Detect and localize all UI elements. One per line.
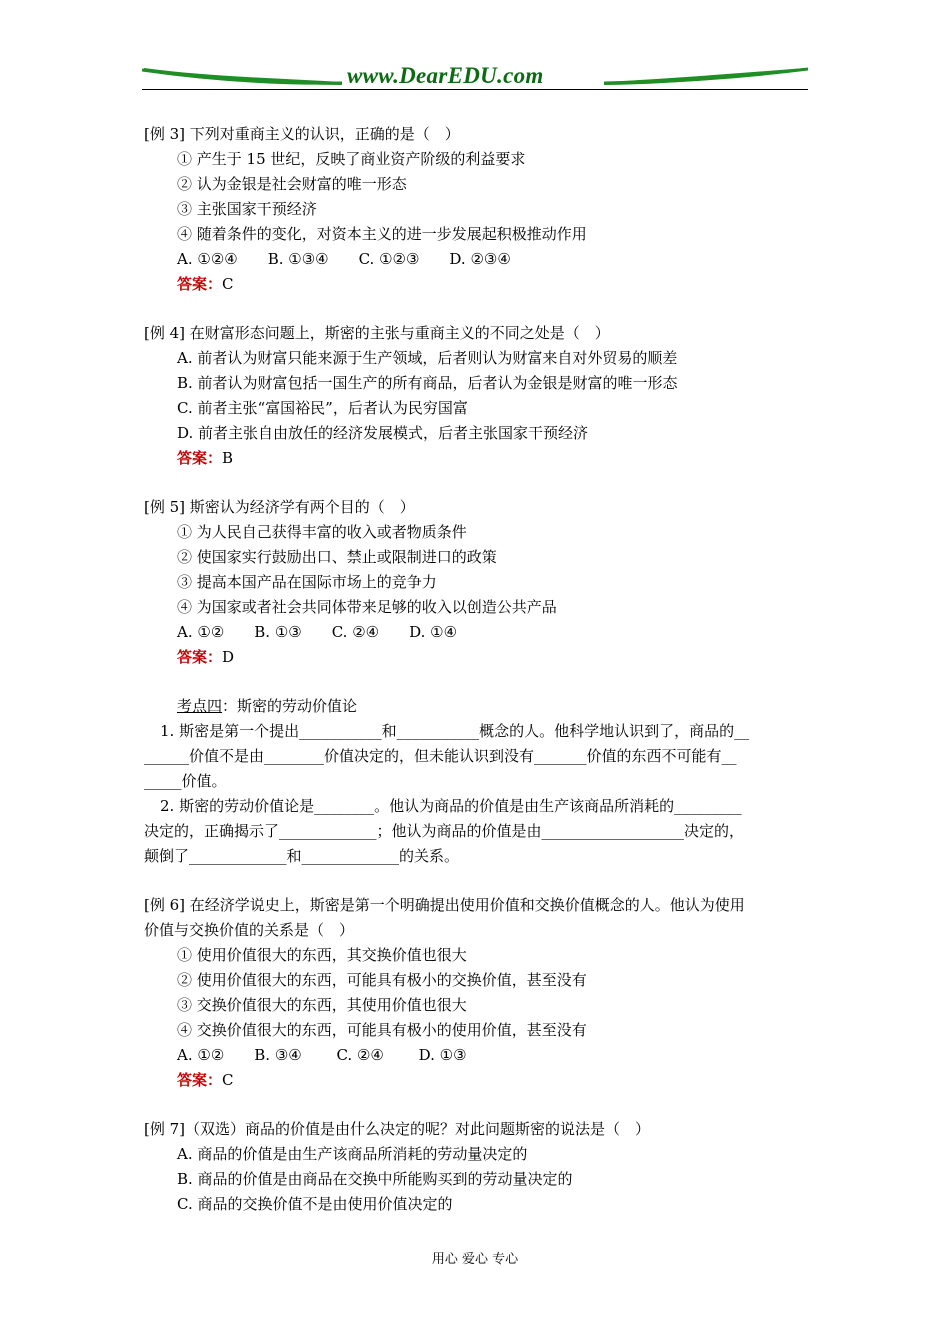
fill-blank-q2-line: 2. 斯密的劳动价值论是________。他认为商品的价值是由生产该商品所消耗的_________: [160, 797, 742, 815]
example-4-option: B. 前者认为财富包括一国生产的所有商品，后者认为金银是财富的唯一形态: [177, 374, 678, 392]
example-6-answer: [144, 1068, 810, 1093]
example-3-item: ② 认为金银是社会财富的唯一形态: [177, 175, 407, 193]
answer-label: 答案：: [177, 449, 223, 467]
example-5-stem: [例 5] 斯密认为经济学有两个目的（ ）: [144, 498, 415, 516]
example-6-stem: 价值与交换价值的关系是（ ）: [144, 921, 355, 939]
example-4-option: D. 前者主张自由放任的经济发展模式，后者主张国家干预经济: [177, 424, 589, 442]
example-6-options: A. ①② B. ③④ C. ②④ D. ①③: [177, 1046, 467, 1064]
example-3-options: A. ①②④ B. ①③④ C. ①②③ D. ②③④: [177, 250, 511, 268]
site-logo[interactable]: www.DearEDU.com: [347, 63, 544, 88]
section-heading: [144, 694, 810, 719]
example-7-stem: [例 7]（双选）商品的价值是由什么决定的呢？对此问题斯密的说法是（ ）: [144, 1120, 651, 1138]
example-7-option: A. 商品的价值是由生产该商品所消耗的劳动量决定的: [177, 1145, 528, 1163]
example-4-option: A. 前者认为财富只能来源于生产领域，后者则认为财富来自对外贸易的顺差: [177, 349, 678, 367]
answer-value: C: [222, 1071, 234, 1089]
example-3-stem: [例 3] 下列对重商主义的认识，正确的是（ ）: [144, 125, 460, 143]
example-5-options: A. ①② B. ①③ C. ②④ D. ①④: [177, 623, 458, 641]
example-3-item: ④ 随着条件的变化，对资本主义的进一步发展起积极推动作用: [177, 225, 587, 243]
site-header: [142, 62, 808, 92]
example-7-option: B. 商品的价值是由商品在交换中所能购买到的劳动量决定的: [177, 1170, 573, 1188]
document-body: [144, 122, 810, 1217]
answer-label: 答案：: [177, 275, 223, 293]
fill-blank-q1-line: _____价值。: [144, 772, 227, 790]
example-4-answer: [144, 446, 810, 471]
example-7-option: C. 商品的交换价值不是由使用价值决定的: [177, 1195, 453, 1213]
fill-blank-q2-line: 决定的，正确揭示了_____________；他认为商品的价值是由___________________决定的，: [144, 822, 745, 840]
example-5-item: ③ 提高本国产品在国际市场上的竞争力: [177, 573, 437, 591]
example-6-item: ③ 交换价值很大的东西，其使用价值也很大: [177, 996, 467, 1014]
example-3-answer: [144, 272, 810, 297]
example-3-item: ③ 主张国家干预经济: [177, 200, 317, 218]
answer-label: 答案：: [177, 1071, 223, 1089]
example-6-item: ② 使用价值很大的东西，可能具有极小的交换价值，甚至没有: [177, 971, 587, 989]
answer-value: C: [222, 275, 234, 293]
example-5-answer: [144, 645, 810, 670]
header-divider: [142, 89, 808, 90]
fill-blank-q2-line: 颠倒了_____________和_____________的关系。: [144, 847, 460, 865]
section-title: 考点四: [177, 697, 223, 715]
answer-value: D: [222, 648, 235, 666]
answer-label: 答案：: [177, 648, 223, 666]
example-5-item: ② 使国家实行鼓励出口、禁止或限制进口的政策: [177, 548, 497, 566]
fill-blank-q1-line: ______价值不是由________价值决定的，但未能认识到没有_______价值的东西不可能有__: [144, 747, 737, 765]
example-6-item: ④ 交换价值很大的东西，可能具有极小的使用价值，甚至没有: [177, 1021, 587, 1039]
example-4-stem: [例 4] 在财富形态问题上，斯密的主张与重商主义的不同之处是（ ）: [144, 324, 610, 342]
example-4-option: C. 前者主张“富国裕民”，后者认为民穷国富: [177, 399, 468, 417]
fill-blank-q1-line: 1. 斯密是第一个提出___________和___________概念的人。他科学地认识到了，商品的__: [160, 722, 750, 740]
example-6-item: ① 使用价值很大的东西，其交换价值也很大: [177, 946, 467, 964]
page-footer: 用心 爱心 专心: [431, 1252, 519, 1267]
example-5-item: ④ 为国家或者社会共同体带来足够的收入以创造公共产品: [177, 598, 557, 616]
example-5-item: ① 为人民自己获得丰富的收入或者物质条件: [177, 523, 467, 541]
answer-value: B: [222, 449, 234, 467]
section-subtitle: ：斯密的劳动价值论: [222, 697, 358, 715]
example-6-stem: [例 6] 在经济学说史上，斯密是第一个明确提出使用价值和交换价值概念的人。他认为使用: [144, 896, 745, 914]
example-3-item: ① 产生于 15 世纪，反映了商业资产阶级的利益要求: [177, 150, 526, 168]
